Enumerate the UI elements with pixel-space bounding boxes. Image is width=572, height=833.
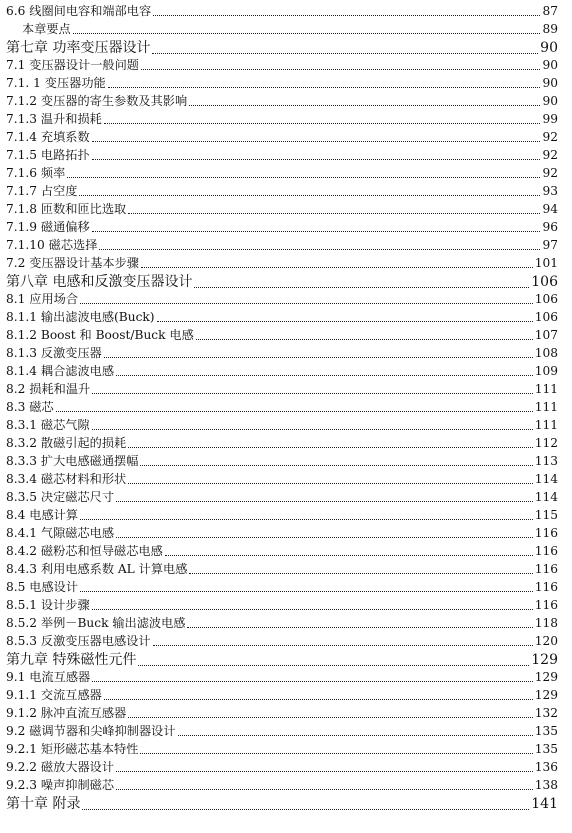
toc-entry-title: 9.1.1 交流互感器 bbox=[6, 688, 102, 702]
toc-page-number: 111 bbox=[534, 400, 558, 414]
toc-entry-row bbox=[6, 778, 558, 793]
toc-entry-row bbox=[6, 508, 558, 523]
dot-leader bbox=[80, 303, 533, 304]
toc-page-number: 116 bbox=[534, 580, 558, 594]
toc-entry-row bbox=[6, 400, 558, 415]
toc-entry-row bbox=[6, 184, 558, 199]
toc-entry-row bbox=[6, 706, 558, 721]
dot-leader bbox=[116, 771, 533, 772]
toc-page-number: 108 bbox=[534, 346, 558, 360]
toc-entry-row bbox=[6, 580, 558, 595]
toc-entry-title: 8.4.1 气隙磁芯电感 bbox=[6, 526, 115, 540]
toc-entry-row bbox=[6, 472, 558, 487]
toc-entry-row bbox=[6, 256, 558, 271]
toc-page-number: 113 bbox=[534, 454, 558, 468]
toc-page-number: 135 bbox=[534, 724, 558, 738]
toc-page-number: 87 bbox=[542, 4, 558, 18]
toc-entry-row bbox=[6, 634, 558, 649]
toc-entry-title: 8.3.1 磁芯气隙 bbox=[6, 418, 90, 432]
toc-page-number: 132 bbox=[534, 706, 558, 720]
toc-page-number: 109 bbox=[534, 364, 558, 378]
toc-entry-row bbox=[6, 436, 558, 451]
toc-page-number: 129 bbox=[534, 688, 558, 702]
toc-entry-title: 8.5 电感设计 bbox=[6, 580, 79, 594]
dot-leader bbox=[128, 447, 533, 448]
toc-entry-row bbox=[6, 346, 558, 361]
toc-page-number: 129 bbox=[531, 652, 558, 668]
toc-entry-row bbox=[6, 562, 558, 577]
toc-entry-title: 7.1.2 变压器的寄生参数及其影响 bbox=[6, 94, 188, 108]
toc-entry-row bbox=[6, 598, 558, 613]
toc-entry-title: 8.3 磁芯 bbox=[6, 400, 54, 414]
toc-entry-title: 8.5.3 反激变压器电感设计 bbox=[6, 634, 151, 648]
dot-leader bbox=[108, 87, 541, 88]
toc-entry-title: 8.3.5 决定磁芯尺寸 bbox=[6, 490, 115, 504]
toc-entry-title: 8.1.4 耦合滤波电感 bbox=[6, 364, 115, 378]
toc-entry-title: 8.4.3 利用电感系数 AL 计算电感 bbox=[6, 562, 188, 576]
toc-entry-row bbox=[6, 526, 558, 541]
toc-entry-row bbox=[6, 328, 558, 343]
dot-leader bbox=[140, 465, 532, 466]
toc-entry-title: 6.6 线圈间电容和端部电容 bbox=[6, 4, 152, 18]
toc-entry-row bbox=[6, 670, 558, 685]
dot-leader bbox=[152, 53, 538, 54]
dot-leader bbox=[79, 195, 540, 196]
toc-entry-title: 8.5.2 举例－Buck 输出滤波电感 bbox=[6, 616, 186, 630]
toc-page-number: 129 bbox=[534, 670, 558, 684]
toc-entry-title: 8.4.2 磁粉芯和恒导磁芯电感 bbox=[6, 544, 163, 558]
dot-leader bbox=[80, 519, 533, 520]
toc-entry-row bbox=[6, 760, 558, 775]
toc-entry-title: 9.2.1 矩形磁芯基本特性 bbox=[6, 742, 139, 756]
toc-entry-row bbox=[6, 490, 558, 505]
dot-leader bbox=[92, 393, 533, 394]
toc-page-number: 93 bbox=[542, 184, 558, 198]
toc-entry-row bbox=[6, 544, 558, 559]
toc-entry-title: 8.1.2 Boost 和 Boost/Buck 电感 bbox=[6, 328, 194, 342]
toc-entry-title: 本章要点 bbox=[22, 22, 71, 36]
toc-entry-title: 7.1.10 磁芯选择 bbox=[6, 238, 98, 252]
dot-leader bbox=[56, 411, 533, 412]
toc-entry-title: 9.2.3 噪声抑制磁芯 bbox=[6, 778, 115, 792]
toc-page-number: 106 bbox=[531, 274, 558, 290]
toc-entry-title: 7.1.9 磁通偏移 bbox=[6, 220, 90, 234]
toc-entry-row bbox=[6, 364, 558, 379]
dot-leader bbox=[153, 645, 533, 646]
toc-entry-title: 7.1. 1 变压器功能 bbox=[6, 76, 106, 90]
toc-entry-title: 8.1.1 输出滤波电感(Buck) bbox=[6, 310, 155, 324]
toc-entry-title: 8.2 损耗和温升 bbox=[6, 382, 91, 396]
dot-leader bbox=[92, 681, 533, 682]
dot-leader bbox=[92, 231, 541, 232]
toc-chapter-row bbox=[6, 652, 558, 669]
toc-page-number: 116 bbox=[534, 526, 558, 540]
toc-page-number: 106 bbox=[534, 292, 558, 306]
dot-leader bbox=[194, 287, 529, 288]
dot-leader bbox=[104, 357, 533, 358]
toc-page-number: 116 bbox=[534, 562, 558, 576]
toc-entry-title: 8.3.4 磁芯材料和形状 bbox=[6, 472, 127, 486]
toc-entry-title: 8.1.3 反激变压器 bbox=[6, 346, 102, 360]
dot-leader bbox=[67, 177, 540, 178]
toc-entry-title: 7.1.4 充填系数 bbox=[6, 130, 90, 144]
toc-page-number: 90 bbox=[542, 58, 558, 72]
toc-page-number: 112 bbox=[534, 436, 558, 450]
toc-page-number: 120 bbox=[534, 634, 558, 648]
dot-leader bbox=[157, 321, 533, 322]
toc-page-number: 111 bbox=[534, 418, 558, 432]
toc-entry-title: 8.5.1 设计步骤 bbox=[6, 598, 90, 612]
toc-page-number: 90 bbox=[540, 40, 558, 56]
toc-entry-row bbox=[6, 94, 558, 109]
dot-leader bbox=[128, 213, 540, 214]
toc-page-number: 94 bbox=[542, 202, 558, 216]
toc-page-number: 97 bbox=[542, 238, 558, 252]
toc-entry-row bbox=[6, 112, 558, 127]
toc-entry-title: 8.4 电感计算 bbox=[6, 508, 79, 522]
dot-leader bbox=[92, 141, 541, 142]
toc-chapter-row bbox=[6, 796, 558, 813]
toc-page-number: 101 bbox=[534, 256, 558, 270]
dot-leader bbox=[178, 735, 533, 736]
toc-page-number: 136 bbox=[534, 760, 558, 774]
toc-entry-row bbox=[6, 220, 558, 235]
toc-entry-row bbox=[6, 382, 558, 397]
toc-entry-row bbox=[6, 76, 558, 91]
dot-leader bbox=[141, 267, 533, 268]
toc-chapter-row bbox=[6, 274, 558, 291]
dot-leader bbox=[80, 591, 533, 592]
toc-page-number: 111 bbox=[534, 382, 558, 396]
toc-entry-title: 第九章 特殊磁性元件 bbox=[6, 652, 137, 668]
dot-leader bbox=[92, 429, 533, 430]
dot-leader bbox=[92, 159, 541, 160]
toc-entry-title: 7.1.8 匝数和匝比选取 bbox=[6, 202, 127, 216]
toc-page-number: 135 bbox=[534, 742, 558, 756]
dot-leader bbox=[165, 555, 533, 556]
toc-page-number: 141 bbox=[531, 796, 558, 812]
toc-page-number: 92 bbox=[542, 130, 558, 144]
toc-entry-title: 第八章 电感和反激变压器设计 bbox=[6, 274, 193, 290]
dot-leader bbox=[104, 123, 541, 124]
toc-entry-row bbox=[6, 292, 558, 307]
toc-page-number: 116 bbox=[534, 598, 558, 612]
toc-page-number: 96 bbox=[542, 220, 558, 234]
toc-entry-title: 7.1.5 电路拓扑 bbox=[6, 148, 90, 162]
dot-leader bbox=[141, 69, 541, 70]
toc-entry-title: 8.3.2 散磁引起的损耗 bbox=[6, 436, 127, 450]
toc-entry-row bbox=[6, 130, 558, 145]
toc-entry-row bbox=[6, 238, 558, 253]
toc-entry-title: 7.1 变压器设计一般问题 bbox=[6, 58, 139, 72]
toc-entry-row bbox=[6, 742, 558, 757]
toc-page-number: 106 bbox=[534, 310, 558, 324]
dot-leader bbox=[73, 33, 541, 34]
toc-entry-row bbox=[6, 724, 558, 739]
dot-leader bbox=[128, 483, 533, 484]
toc-entry-title: 7.2 变压器设计基本步骤 bbox=[6, 256, 139, 270]
dot-leader bbox=[116, 375, 533, 376]
dot-leader bbox=[189, 573, 532, 574]
toc-page-number: 92 bbox=[542, 166, 558, 180]
toc-entry-title: 7.1.7 占空度 bbox=[6, 184, 78, 198]
toc-entry-row bbox=[6, 58, 558, 73]
toc-page-number: 115 bbox=[534, 508, 558, 522]
toc-page-number: 116 bbox=[534, 544, 558, 558]
toc-entry-title: 第十章 附录 bbox=[6, 796, 81, 812]
dot-leader bbox=[196, 339, 533, 340]
dot-leader bbox=[128, 717, 533, 718]
toc-entry-title: 第七章 功率变压器设计 bbox=[6, 40, 151, 56]
toc-entry-title: 8.3.3 扩大电感磁通摆幅 bbox=[6, 454, 139, 468]
toc-page-number: 107 bbox=[534, 328, 558, 342]
toc-page-number: 89 bbox=[542, 22, 558, 36]
toc-entry-row bbox=[22, 22, 558, 37]
toc-entry-title: 7.1.3 温升和损耗 bbox=[6, 112, 102, 126]
toc-entry-row bbox=[6, 166, 558, 181]
toc-page-number: 138 bbox=[534, 778, 558, 792]
dot-leader bbox=[153, 15, 540, 16]
toc-entry-title: 7.1.6 频率 bbox=[6, 166, 66, 180]
toc-entry-title: 9.2.2 磁放大器设计 bbox=[6, 760, 115, 774]
dot-leader bbox=[189, 105, 540, 106]
toc-page-number: 90 bbox=[542, 94, 558, 108]
toc-entry-row bbox=[6, 688, 558, 703]
toc-page-number: 99 bbox=[542, 112, 558, 126]
toc-entry-row bbox=[6, 310, 558, 325]
dot-leader bbox=[82, 809, 529, 810]
toc-entry-row bbox=[6, 418, 558, 433]
toc-entry-row bbox=[6, 4, 558, 19]
toc-entry-row bbox=[6, 148, 558, 163]
toc-page-number: 92 bbox=[542, 148, 558, 162]
toc-page-number: 114 bbox=[534, 490, 558, 504]
toc-entry-row bbox=[6, 202, 558, 217]
dot-leader bbox=[116, 537, 533, 538]
toc-entry-title: 8.1 应用场合 bbox=[6, 292, 79, 306]
dot-leader bbox=[104, 699, 533, 700]
toc-entry-row bbox=[6, 454, 558, 469]
dot-leader bbox=[99, 249, 540, 250]
toc-chapter-row bbox=[6, 40, 558, 57]
dot-leader bbox=[116, 789, 533, 790]
dot-leader bbox=[187, 627, 532, 628]
toc-entry-title: 9.1 电流互感器 bbox=[6, 670, 91, 684]
toc-entry-title: 9.1.2 脉冲直流互感器 bbox=[6, 706, 127, 720]
toc-entry-title: 9.2 磁调节器和尖峰抑制器设计 bbox=[6, 724, 176, 738]
toc-page-number: 118 bbox=[534, 616, 558, 630]
toc-entry-row bbox=[6, 616, 558, 631]
dot-leader bbox=[138, 665, 529, 666]
dot-leader bbox=[116, 501, 533, 502]
dot-leader bbox=[92, 609, 533, 610]
toc-page-number: 90 bbox=[542, 76, 558, 90]
dot-leader bbox=[140, 753, 532, 754]
toc-page-number: 114 bbox=[534, 472, 558, 486]
